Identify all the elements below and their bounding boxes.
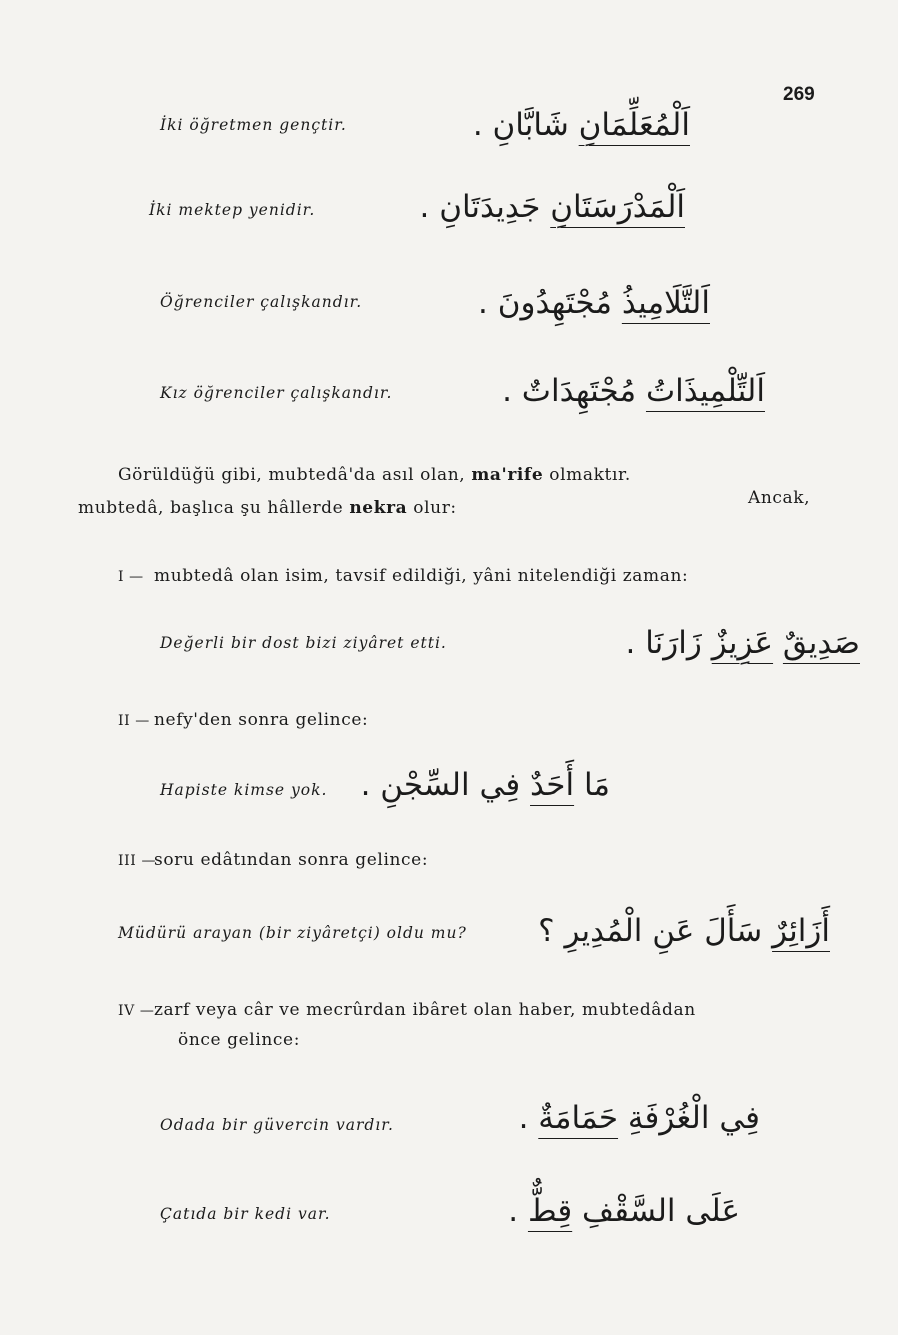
- ar-word: اَلْمَدْرَسَتَانِ: [550, 189, 685, 225]
- example-rule-2-tr: Hapiste kimse yok.: [160, 781, 328, 799]
- rule-text: soru edâtından sonra gelince:: [154, 850, 429, 870]
- ar-word: زَارَنَا: [645, 625, 702, 661]
- ar-word: اَلتِّلْمِيذَاتُ: [645, 373, 765, 409]
- intro-text: Görüldüğü gibi, mubtedâ'da asıl olan,: [118, 465, 466, 485]
- ar-end: .: [472, 107, 483, 143]
- page-number: 269: [783, 84, 815, 105]
- ar-word: جَدِيدَتَانِ: [439, 189, 541, 225]
- ar-word: صَدِيقٌ: [782, 625, 860, 661]
- term-marife: ma'rife: [471, 465, 544, 485]
- ar-word: أَزَائِرٌ: [772, 913, 830, 949]
- ar-word: شَابَّانِ: [492, 107, 569, 143]
- rule-2: [118, 710, 368, 730]
- example-rule-1-tr: Değerli bir dost bizi ziyâret etti.: [160, 634, 447, 652]
- intro-text: olur:: [413, 498, 457, 518]
- ar-word: فِي: [479, 767, 521, 803]
- ar-word: فِي: [719, 1100, 760, 1136]
- ar-word: قِطٌّ: [527, 1193, 573, 1229]
- ar-end: .: [518, 1100, 529, 1136]
- intro-line-2: [78, 498, 457, 518]
- ar-word: مُجْتَهِدَاتٌ: [521, 373, 637, 409]
- ar-word: مَا: [583, 767, 610, 803]
- example-tr-1: İki öğretmen gençtir.: [160, 116, 347, 134]
- rule-4-continued: önce gelince:: [178, 1030, 301, 1050]
- ar-word: عَنِ: [652, 913, 695, 949]
- ar-word: عَزِيزٌ: [711, 625, 774, 661]
- rule-3: [118, 850, 428, 870]
- example-tr-2: İki mektep yenidir.: [149, 201, 316, 219]
- example-tr-4: Kız öğrenciler çalışkandır.: [160, 384, 393, 402]
- example-rule-4a-ar: [490, 1100, 760, 1136]
- intro-line-1: [118, 465, 631, 485]
- intro-text: mubtedâ, başlıca şu hâllerde: [78, 498, 344, 518]
- rule-4: [118, 1000, 696, 1020]
- ar-word: اَلْمُعَلِّمَانِ: [578, 107, 690, 143]
- rule-1: [118, 566, 688, 586]
- ar-end: ؟: [538, 913, 555, 949]
- example-rule-4b-ar: [505, 1193, 740, 1229]
- example-rule-2-ar: [350, 767, 610, 803]
- example-rule-4b-tr: Çatıda bir kedi var.: [160, 1205, 331, 1223]
- term-nekra: nekra: [349, 498, 408, 518]
- rule-text: zarf veya câr ve mecrûrdan ibâret olan haber, mubtedâdan: [154, 1000, 696, 1020]
- ar-word: أَحَدٌ: [530, 767, 575, 803]
- ar-end: .: [502, 373, 512, 409]
- ar-end: .: [360, 767, 371, 803]
- ar-word: حَمَامَةٌ: [538, 1100, 619, 1136]
- ar-word: السَّقْفِ: [582, 1193, 676, 1229]
- ar-end: .: [419, 189, 430, 225]
- example-ar-1: [460, 107, 690, 143]
- ar-end: .: [508, 1193, 519, 1229]
- example-ar-4: [450, 373, 765, 409]
- ar-word: مُجْتَهِدُونَ: [497, 285, 612, 321]
- intro-ancak: Ancak,: [748, 488, 811, 508]
- example-ar-2: [395, 189, 685, 225]
- intro-text: olmaktır.: [549, 465, 631, 485]
- rule-number: II —: [118, 713, 150, 729]
- example-rule-3-ar: [505, 913, 830, 949]
- rule-text: nefy'den sonra gelince:: [154, 710, 369, 730]
- example-rule-4a-tr: Odada bir güvercin vardır.: [160, 1116, 394, 1134]
- example-ar-3: [420, 285, 710, 321]
- ar-word: السِّجْنِ: [380, 767, 470, 803]
- ar-word: سَأَلَ: [704, 913, 763, 949]
- rule-number: III —: [118, 853, 157, 869]
- ar-word: اَلتَّلَامِيذُ: [621, 285, 710, 321]
- example-tr-3: Öğrenciler çalışkandır.: [160, 293, 363, 311]
- ar-end: .: [477, 285, 488, 321]
- ar-end: .: [625, 625, 636, 661]
- rule-number: IV —: [118, 1003, 155, 1019]
- ar-word: الْمُدِيرِ: [564, 913, 643, 949]
- example-rule-3-tr: Müdürü arayan (bir ziyâretçi) oldu mu?: [118, 924, 467, 942]
- rule-number: I —: [118, 569, 144, 585]
- ar-word: الْغُرْفَةِ: [627, 1100, 710, 1136]
- example-rule-1-ar: [555, 625, 860, 661]
- ar-word: عَلَى: [685, 1193, 740, 1229]
- rule-text: mubtedâ olan isim, tavsif edildiği, yâni nitelendiği zaman:: [154, 566, 689, 586]
